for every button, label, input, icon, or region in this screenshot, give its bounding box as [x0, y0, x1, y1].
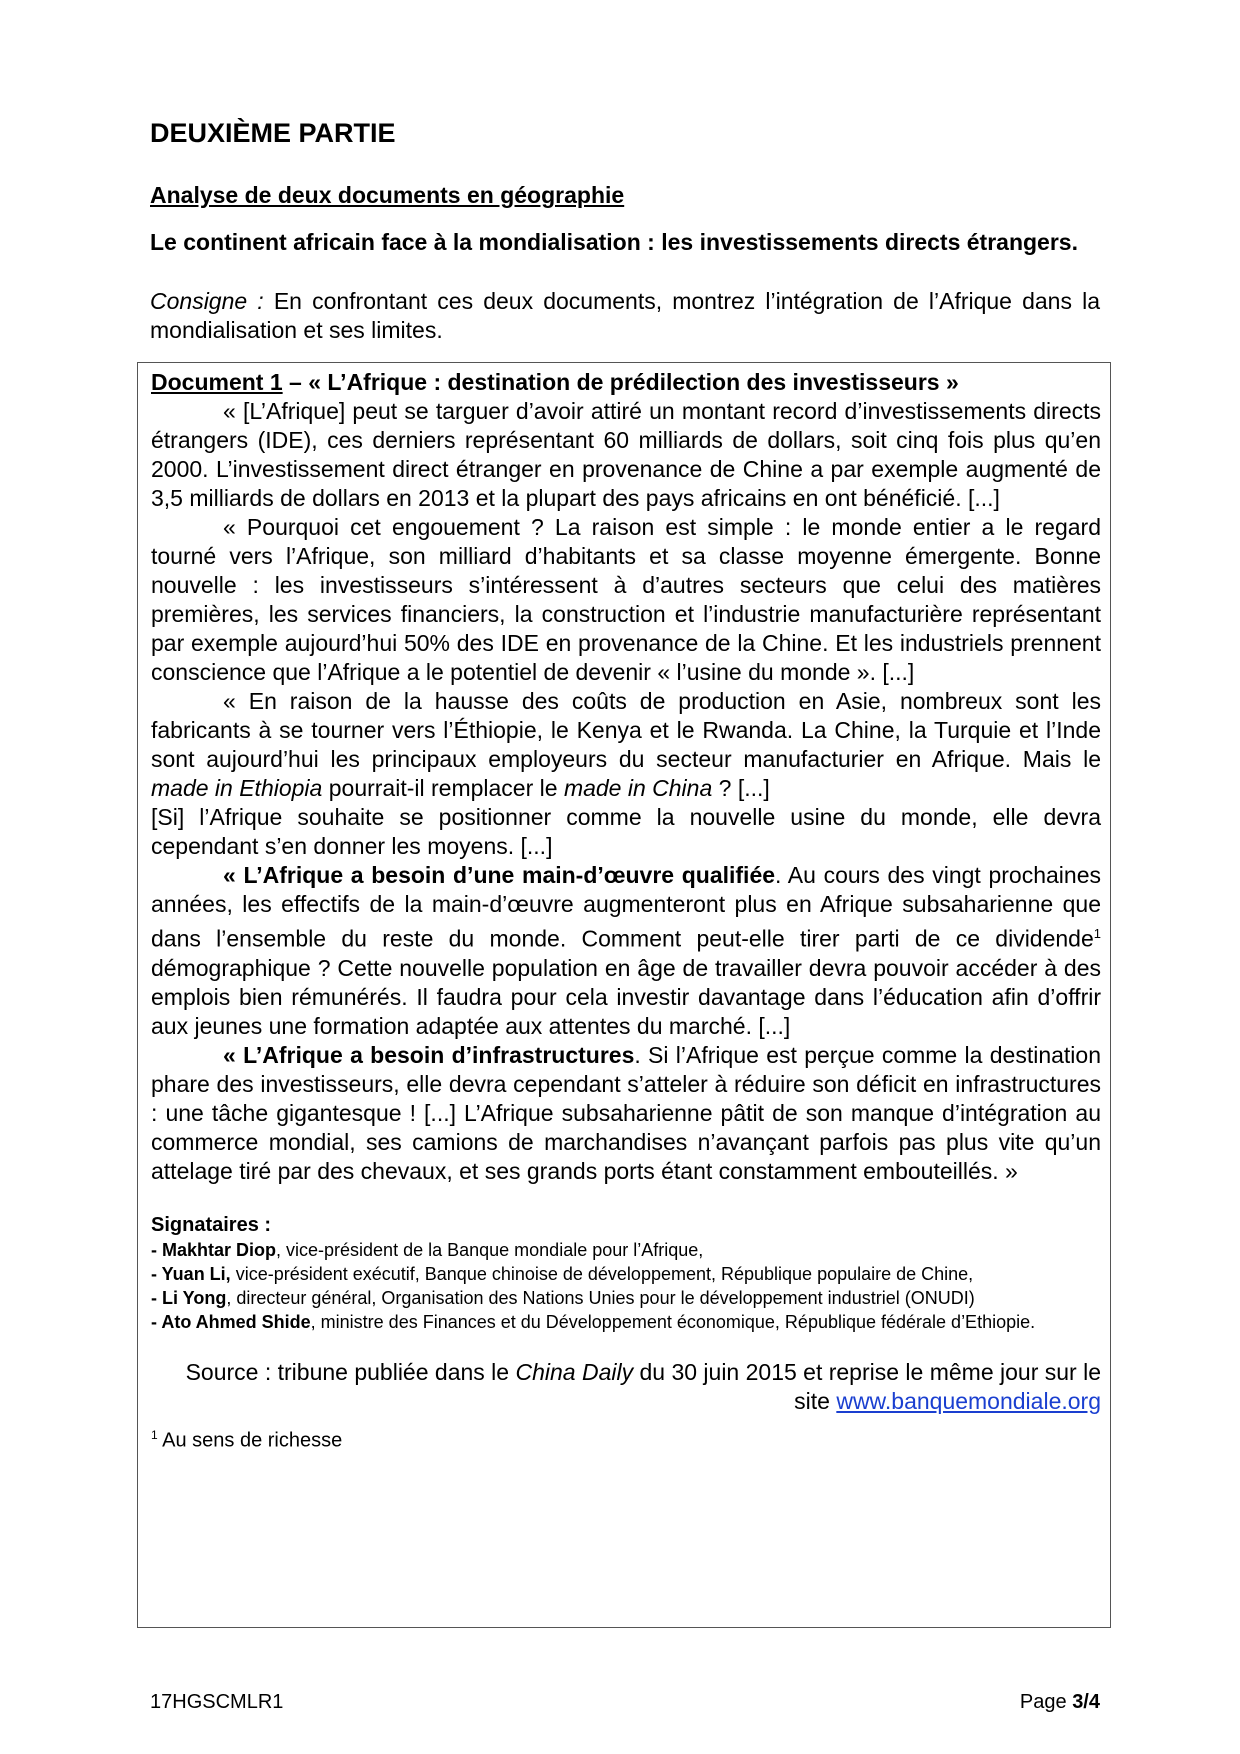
signatory-name: - Yuan Li, — [151, 1263, 231, 1284]
paragraph-3-text-a: « En raison de la hausse des coûts de production en Asie, nombreux sont les fabricants à se tourner vers l’Éthiopie, le Kenya et le Rwanda. La Chine, la Turquie et l’Inde sont aujourd’hui les principaux employeurs du secteur manufacturier en Afrique. Mais le — [151, 688, 1101, 772]
signatories-label: Signataires : — [151, 1213, 272, 1236]
paragraph-5-text-b: démographique ? Cette nouvelle population en âge de travailler devra pouvoir accéder à des emplois bien rémunérés. Il faudra pour cela investir davantage dans l’éducation afin d’offrir aux jeunes une formation adaptée aux attentes du marché. [...] — [151, 954, 1101, 1039]
document-box — [137, 362, 1111, 1628]
exam-code: 17HGSCMLR1 — [150, 1691, 284, 1713]
footnote-text: Au sens de richesse — [157, 1429, 343, 1452]
signatory-name: - Ato Ahmed Shide — [151, 1311, 311, 1332]
paragraph-3 — [151, 687, 1101, 803]
source-link[interactable]: www.banquemondiale.org — [836, 1387, 1101, 1414]
footnote-ref: 1 — [1093, 926, 1101, 941]
document-content — [151, 368, 1101, 1453]
page-num: 3/4 — [1072, 1691, 1100, 1713]
made-in-ethiopia: made in Ethiopia — [151, 775, 323, 801]
consigne-label: Consigne : — [150, 288, 264, 314]
paragraph-5-heading: « L’Afrique a besoin d’une main-d’œuvre qualifiée — [223, 862, 776, 888]
paragraph-4: [Si] l’Afrique souhaite se positionner comme la nouvelle usine du monde, elle devra cependant s’en donner les moyens. [...] — [151, 804, 1101, 859]
signatory-role: vice-président exécutif, Banque chinoise de développement, République populaire de Chine, — [230, 1263, 974, 1284]
paragraph-6-text: . Si l’Afrique est perçue comme la destination phare des investisseurs, elle devra cependant s’atteler à réduire son déficit en infrastructures : une tâche gigantesque ! [...] L’Afrique subsaharienne pâtit de son manque d’intégration au commerce mondial, ses camions de marchandises n’avançant parfois pas plus vite qu’un attelage tiré par des chevaux, et ses grands ports étant constamment embouteillés. » — [151, 1041, 1101, 1184]
source-text-a: Source : tribune publiée dans le — [185, 1358, 516, 1385]
paragraph-1: « [L’Afrique] peut se targuer d’avoir attiré un montant record d’investissements directs étrangers (IDE), ces derniers représentant 60 milliards de dollars, soit cinq fois plus qu’en 2000. L’investissement direct étranger en provenance de Chine a par exemple augmenté de 3,5 milliards de dollars en 2013 et la plupart des pays africains en ont bénéficié. [...] — [151, 398, 1101, 511]
consigne-text: En confrontant ces deux documents, montrez l’intégration de l’Afrique dans la mondialisation et ses limites. — [150, 288, 1100, 343]
paragraph-5 — [151, 861, 1101, 1041]
signatory-name: - Makhtar Diop — [151, 1239, 277, 1260]
source-text-b: du 30 juin 2015 et reprise le même jour sur le site — [633, 1358, 1101, 1414]
paragraph-5-text-a: . Au cours des vingt prochaines années, les effectifs de la main-d’œuvre augmenteront plus en Afrique subsaharienne que dans l’ensemble du reste du monde. Comment peut-elle tirer parti de ce dividende — [151, 862, 1101, 952]
document-label: Document 1 — [151, 369, 283, 395]
signatory-role: , directeur général, Organisation des Nations Unies pour le développement industriel (ONUDI) — [226, 1287, 975, 1308]
topic-title: Le continent africain face à la mondialisation : les investissements directs étrangers. — [150, 229, 1078, 255]
signatory — [151, 1286, 1101, 1310]
signatory-role: , ministre des Finances et du Développement économique, République fédérale d’Ethiopie. — [310, 1311, 1036, 1332]
made-in-china: made in China — [563, 775, 713, 801]
footnote — [151, 1422, 1101, 1454]
signatory — [151, 1310, 1101, 1334]
signatory — [151, 1238, 1101, 1262]
source-citation — [151, 1358, 1101, 1416]
page-label: Page — [1019, 1691, 1073, 1713]
paragraph-2: « Pourquoi cet engouement ? La raison est simple : le monde entier a le regard tourné vers l’Afrique, son milliard d’habitants et sa classe moyenne émergente. Bonne nouvelle : les investisseurs s’intéressent à d’autres secteurs que celui des matières premières, les services financiers, la construction et l’industrie manufacturière représentant par exemple aujourd’hui 50% des IDE en provenance de la Chine. Et les industriels prennent conscience que l’Afrique a le potentiel de devenir « l’usine du monde ». [...] — [151, 514, 1101, 685]
paragraph-3-text-c: ? [...] — [712, 775, 770, 801]
paragraph-3-text-b: pourrait-il remplacer le — [322, 775, 564, 801]
paragraph-6 — [151, 1041, 1101, 1186]
paragraph-6-heading: « L’Afrique a besoin d’infrastructures — [223, 1041, 635, 1068]
footnote-number: 1 — [151, 1427, 158, 1442]
document-title-text: – « L’Afrique : destination de prédilection des investisseurs » — [282, 369, 959, 395]
page-number — [1020, 1691, 1100, 1714]
signatory-role: , vice-président de la Banque mondiale pour l’Afrique, — [276, 1239, 704, 1260]
document-title — [151, 368, 1101, 397]
signatory — [151, 1262, 1101, 1286]
signatory-name: - Li Yong — [151, 1287, 227, 1308]
part-title: DEUXIÈME PARTIE — [150, 118, 396, 148]
source-publication: China Daily — [515, 1358, 634, 1385]
section-subtitle: Analyse de deux documents en géographie — [150, 182, 625, 208]
consigne — [150, 287, 1100, 345]
